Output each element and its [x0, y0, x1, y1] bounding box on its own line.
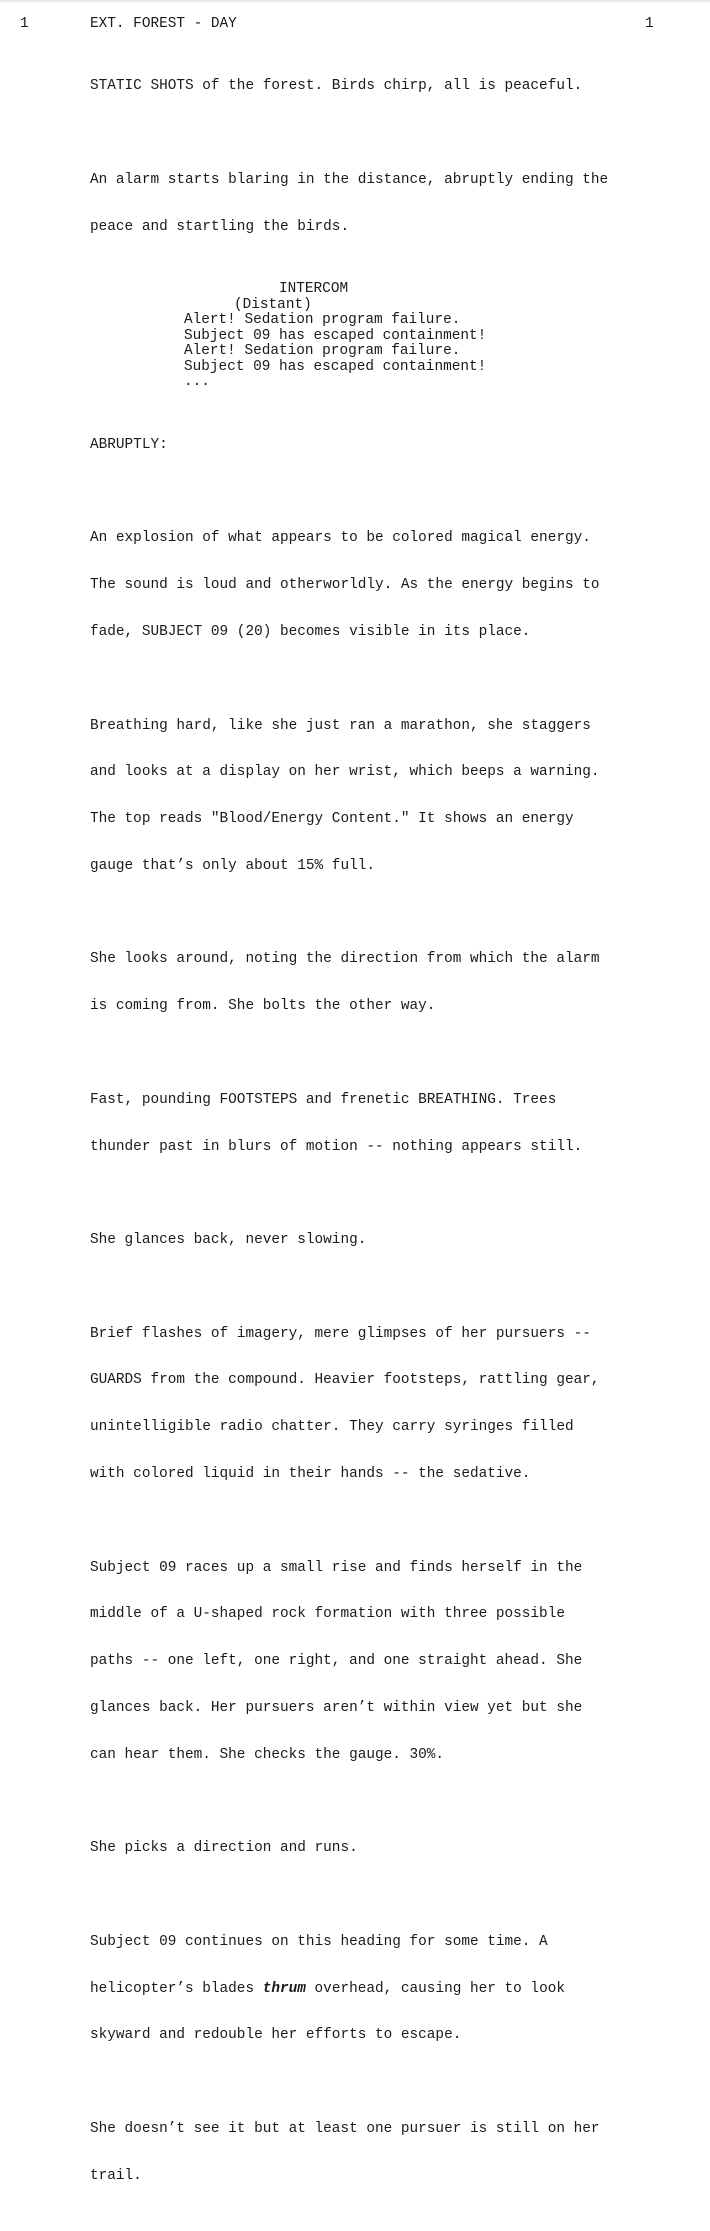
- action-block: [90, 142, 690, 267]
- dialogue-block: [90, 282, 690, 391]
- dialogue-line: Subject 09 has escaped containment!: [184, 358, 487, 375]
- action-line: is coming from. She bolts the other way.: [90, 998, 436, 1015]
- action-line: Subject 09 races up a small rise and finds herself in the: [90, 1559, 583, 1576]
- action-line: An explosion of what appears to be colored magical energy.: [90, 530, 591, 547]
- dialogue-line: ...: [184, 374, 210, 391]
- action-block: [90, 500, 690, 672]
- dialogue-line: Alert! Sedation program failure.: [184, 343, 461, 360]
- action-line: ABRUPTLY:: [90, 436, 168, 453]
- action-line: skyward and redouble her efforts to escape.: [90, 2027, 462, 2044]
- scene-body: [90, 48, 690, 2231]
- action-line: trail.: [90, 2167, 142, 2184]
- action-line: fade, SUBJECT 09 (20) becomes visible in its place.: [90, 623, 531, 640]
- action-line: unintelligible radio chatter. They carry syringes filled: [90, 1419, 574, 1436]
- action-line: Brief flashes of imagery, mere glimpses of her pursuers --: [90, 1325, 591, 1342]
- action-line: and looks at a display on her wrist, which beeps a warning.: [90, 764, 600, 781]
- action-line: STATIC SHOTS of the forest. Birds chirp, all is peaceful.: [90, 78, 583, 95]
- action-line: She glances back, never slowing.: [90, 1232, 367, 1249]
- action-block: [90, 921, 690, 1046]
- action-block: [90, 687, 690, 905]
- scene-heading: EXT. FOREST - DAY: [90, 16, 237, 32]
- action-line: She doesn’t see it but at least one pursuer is still on her: [90, 2120, 600, 2137]
- action-line: Subject 09 continues on this heading for some time. A: [90, 1933, 548, 1950]
- action-line: gauge that’s only about 15% full.: [90, 857, 375, 874]
- action-line: glances back. Her pursuers aren’t within view yet but she: [90, 1699, 583, 1716]
- action-block: [90, 1529, 690, 1794]
- scene-number-right: 1: [645, 16, 654, 32]
- action-line: with colored liquid in their hands -- the sedative.: [90, 1466, 531, 1483]
- action-block: [90, 2091, 690, 2216]
- action-block: [90, 1904, 690, 2076]
- action-line: middle of a U-shaped rock formation with three possible: [90, 1606, 565, 1623]
- action-line: She picks a direction and runs.: [90, 1840, 358, 1857]
- character-name: INTERCOM: [279, 280, 349, 297]
- dialogue-line: Subject 09 has escaped containment!: [184, 327, 487, 344]
- action-line: The sound is loud and otherworldly. As the energy begins to: [90, 577, 600, 594]
- action-line: Breathing hard, like she just ran a marathon, she staggers: [90, 717, 591, 734]
- action-line: paths -- one left, one right, and one straight ahead. She: [90, 1653, 583, 1670]
- action-block: [90, 1296, 690, 1514]
- action-line: peace and startling the birds.: [90, 218, 350, 235]
- action-text: helicopter’s blades: [90, 1980, 263, 1997]
- dialogue-line: Alert! Sedation program failure.: [184, 312, 461, 329]
- action-line: She looks around, noting the direction from which the alarm: [90, 951, 600, 968]
- action-line: Fast, pounding FOOTSTEPS and frenetic BREATHING. Trees: [90, 1091, 557, 1108]
- action-block: [90, 1062, 690, 1187]
- action-line: thunder past in blurs of motion -- nothing appears still.: [90, 1138, 583, 1155]
- action-line: An alarm starts blaring in the distance, abruptly ending the: [90, 171, 609, 188]
- action-block: [90, 1810, 690, 1888]
- action-block: [90, 1202, 690, 1280]
- transition-cue: [90, 407, 690, 485]
- scene-number-left: 1: [20, 16, 29, 32]
- action-line: [90, 1982, 690, 1998]
- action-line: can hear them. She checks the gauge. 30%.: [90, 1746, 445, 1763]
- parenthetical: (Distant): [234, 296, 312, 313]
- action-block: [90, 48, 690, 126]
- action-line: GUARDS from the compound. Heavier footsteps, rattling gear,: [90, 1372, 600, 1389]
- action-text: overhead, causing her to look: [305, 1980, 565, 1997]
- action-line: The top reads "Blood/Energy Content." It shows an energy: [90, 811, 574, 828]
- emphasized-word: thrum: [262, 1980, 306, 1997]
